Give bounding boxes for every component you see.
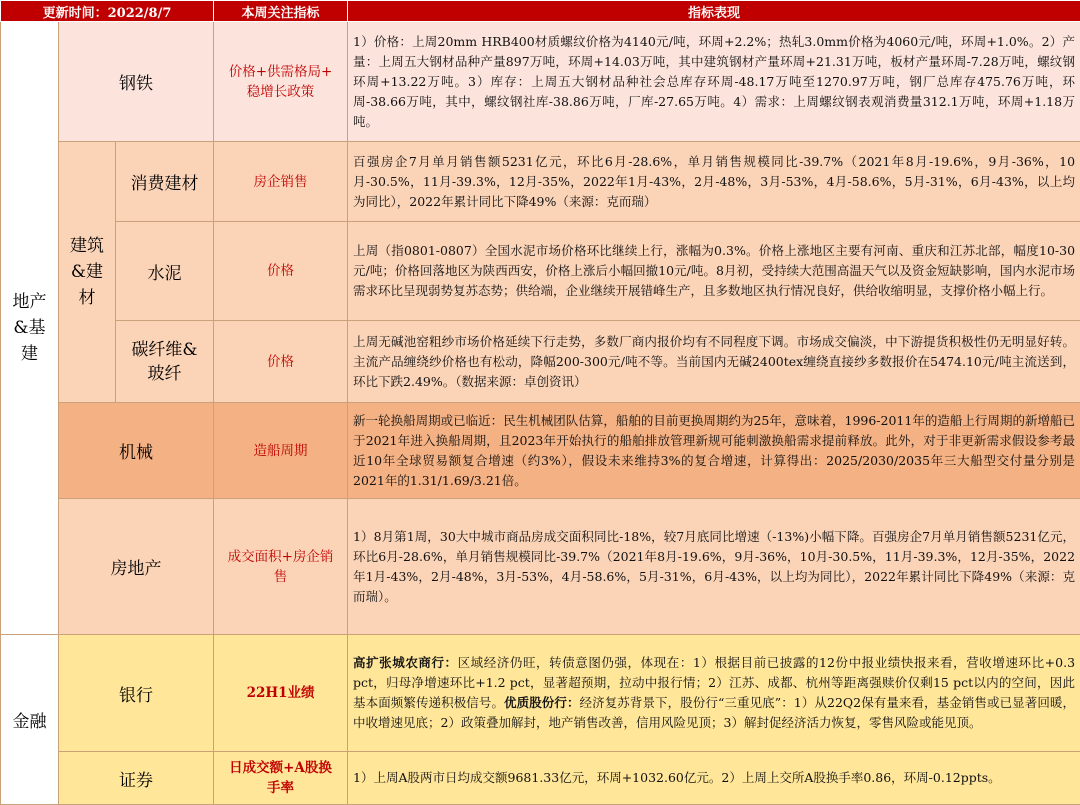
indicator-machinery: 造船周期 (214, 403, 348, 499)
indicator-property: 成交面积+房企销 售 (214, 499, 348, 635)
indicator-steel: 价格+供需格局+ 稳增长政策 (214, 22, 348, 142)
row-name-machinery: 机械 (59, 403, 214, 499)
text-securities: 1）上周A股两市日均成交额9681.33亿元，环周+1032.60亿元。2）上周上交所A股换手率0.86，环周-0.12ppts。 (348, 752, 1080, 805)
header-row (1, 1, 1080, 22)
sector-finance: 金融 (1, 635, 59, 805)
focus-column-header: 本周关注指标 (214, 1, 348, 22)
row-name-securities: 证券 (59, 752, 214, 805)
text-consumer-materials: 百强房企7月单月销售额5231亿元，环比6月-28.6%，单月销售规模同比-39.7%（2021年8月-19.6%，9月-36%，10月-30.5%，11月-39.3%，12月-35%，2022年1月-43%，2月-48%，3月-53%，4月-58.6%，5月-31%，6月-43%，以上均为同比），2022年累计同比下降49%（来源：克而瑞） (348, 142, 1080, 222)
update-time: 更新时间：2022/8/7 (1, 1, 214, 22)
bank-lead-2: 优质股份行： (504, 695, 580, 710)
row-securities (1, 752, 1080, 805)
sector-realestate-infra: 地产 &基 建 (1, 22, 59, 635)
text-property: 1）8月第1周，30大中城市商品房成交面积同比-18%，较7月底同比增速（-13%)小幅下降。百强房企7月单月销售额5231亿元，环比6月-28.6%，单月销售规模同比-39.7%（2021年8月-19.6%，9月-36%，10月-30.5%，11月-39.3%，12月-35%，2022年1月-43%，2月-48%，3月-53%，4月-58.6%，5月-31%，6月-43%，以上均为同比），2022年累计同比下降49%（来源：克而瑞）。 (348, 499, 1080, 635)
row-bank (1, 635, 1080, 752)
indicator-securities: 日成交额+A股换 手率 (214, 752, 348, 805)
text-carbon-fiber: 上周无碱池窑粗纱市场价格延续下行走势，多数厂商内报价均有不同程度下调。市场成交偏淡，中下游提货积极性仍无明显好转。主流产品缠绕纱价格也有松动，降幅200-300元/吨不等。当前国内无碱2400tex缠绕直接纱多数报价在5474.10元/吨主流送到，环比下跌2.49%。（数据来源：卓创资讯） (348, 321, 1080, 403)
row-name-carbon-fiber: 碳纤维& 玻纤 (116, 321, 214, 403)
text-bank (348, 635, 1080, 752)
text-cement: 上周（指0801-0807）全国水泥市场价格环比继续上行，涨幅为0.3%。价格上涨地区主要有河南、重庆和江苏北部，幅度10-30元/吨；价格回落地区为陕西西安，价格上涨后小幅回撤10元/吨。8月初，受持续大范围高温天气以及资金短缺影响，国内水泥市场需求环比呈现弱势复苏态势；供给端，企业继续开展错峰生产，且多数地区执行情况良好，供给收缩明显，支撑价格小幅上行。 (348, 222, 1080, 321)
indicator-consumer-materials: 房企销售 (214, 142, 348, 222)
sector-construction: 建筑 &建 材 (59, 142, 116, 403)
performance-column-header: 指标表现 (348, 1, 1080, 22)
row-carbon-fiber (1, 321, 1080, 403)
row-cement (1, 222, 1080, 321)
text-steel: 1）价格：上周20mm HRB400材质螺纹价格为4140元/吨，环周+2.2%；热轧3.0mm价格为4060元/吨，环周+1.0%。2）产量：上周五大钢材品种产量897万吨，环周+14.03万吨，其中建筑钢材产量环周+21.31万吨，板材产量环周-7.28万吨，螺纹钢环周+13.22万吨。3）库存：上周五大钢材品种社会总库存环周-48.17万吨至1270.97万吨，钢厂总库存475.76万吨，环周-38.66万吨，其中，螺纹钢社库-38.86万吨，厂库-27.65万吨。4）需求：上周螺纹钢表观消费量312.1万吨，环周+1.18万吨。 (348, 22, 1080, 142)
row-name-cement: 水泥 (116, 222, 214, 321)
bank-lead-1: 高扩张城农商行： (353, 655, 458, 670)
row-steel (1, 22, 1080, 142)
bank-text-2: 经济复苏背景下，股份行“三重见底”：1）从22Q2保有量来看，基金销售或已显著回暖，中收增速见底；2）政策叠加解封，地产销售改善，信用风险见顶；3）解封促经济活力恢复，零售风险或能见顶。 (353, 695, 1076, 730)
row-name-bank: 银行 (59, 635, 214, 752)
row-consumer-materials (1, 142, 1080, 222)
row-name-steel: 钢铁 (59, 22, 214, 142)
indicator-carbon-fiber: 价格 (214, 321, 348, 403)
row-property (1, 499, 1080, 635)
row-machinery (1, 403, 1080, 499)
row-name-property: 房地产 (59, 499, 214, 635)
text-machinery: 新一轮换船周期或已临近：民生机械团队估算，船舶的目前更换周期约为25年，意味着，1996-2011年的造船上行周期的新增船已于2021年进入换船周期，且2023年开始执行的船舶排放管理新规可能刺激换船需求提前释放。此外，对于非更新需求假设参考最近10年全球贸易额复合增速（约3%），假设未来维持3%的复合增速，计算得出：2025/2030/2035年三大船型交付量分别是2021年的1.31/1.69/3.21倍。 (348, 403, 1080, 499)
indicator-cement: 价格 (214, 222, 348, 321)
bank-text-1: 区域经济仍旺，转债意图仍强，体现在：1）根据目前已披露的12份中报业绩快报来看，营收增速环比+0.3 pct，归母净增速环比+1.2 pct，显著超预期，拉动中报行情；2）江苏、成都、杭州等距离强赎价仅剩15 pct以内的空间，因此基本面频繁传递积极信号。 (353, 655, 1076, 710)
indicator-bank: 22H1业绩 (214, 635, 348, 752)
row-name-consumer-materials: 消费建材 (116, 142, 214, 222)
